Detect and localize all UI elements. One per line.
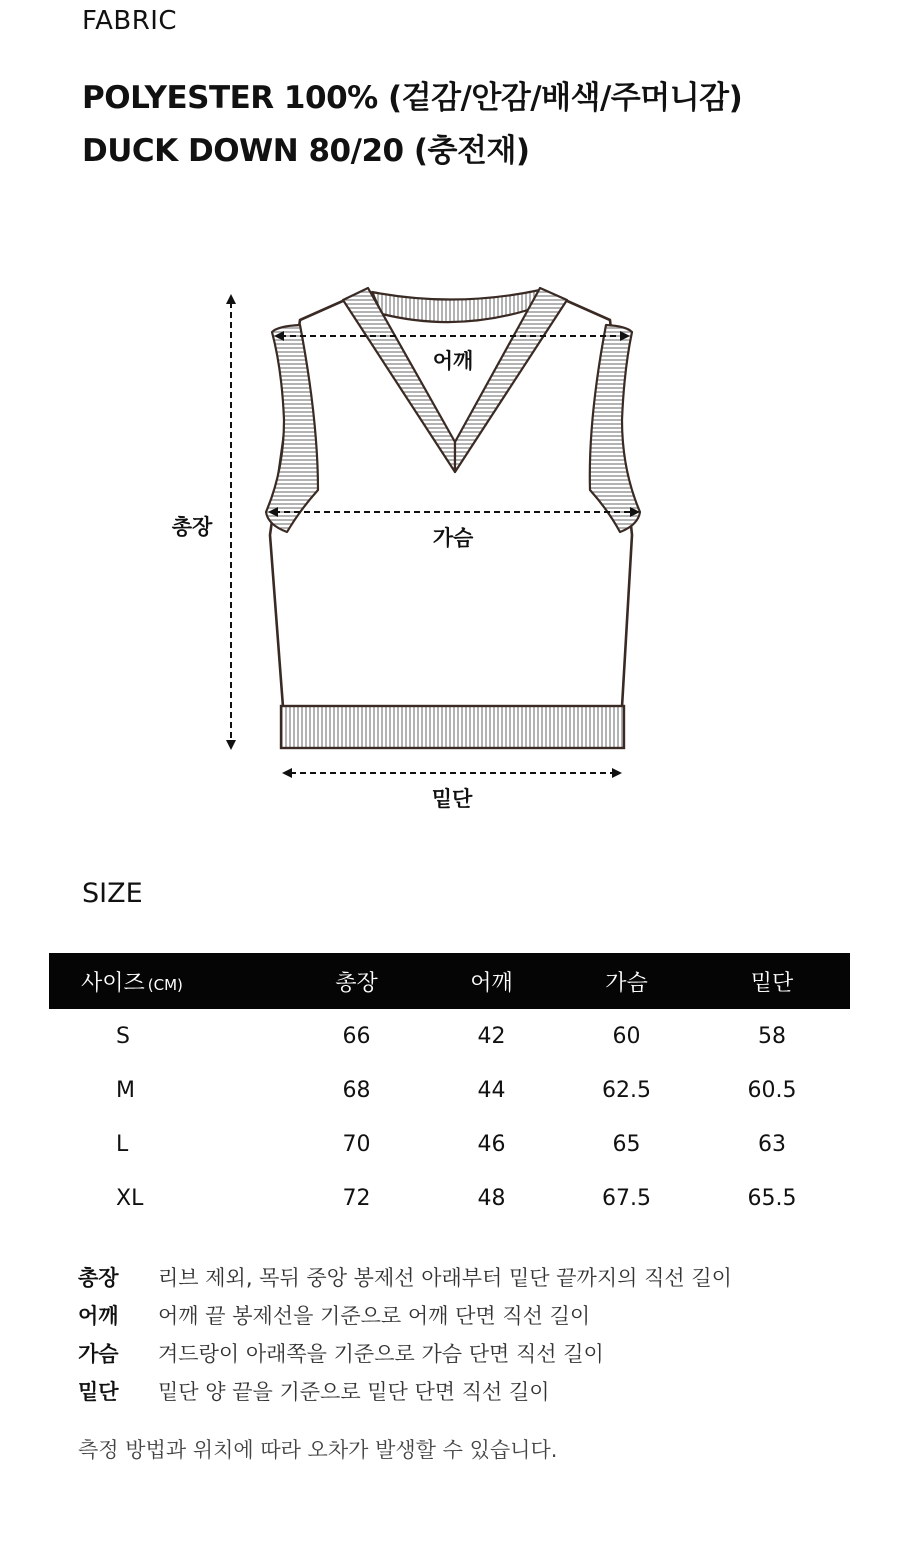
length-label: 총장 <box>171 515 213 539</box>
chest-cell: 62.5 <box>602 1077 651 1103</box>
size-name-cell: S <box>116 1023 130 1049</box>
hem-cell: 65.5 <box>747 1185 797 1211</box>
size-name-cell: L <box>116 1131 129 1157</box>
note-shoulder <box>78 1296 732 1334</box>
length-cell: 66 <box>342 1023 371 1049</box>
shoulder-cell: 46 <box>477 1131 506 1157</box>
note-term: 어깨 <box>78 1304 119 1328</box>
note-term: 가슴 <box>78 1342 119 1366</box>
header-hem: 밑단 <box>750 970 794 996</box>
header-chest: 가슴 <box>605 970 648 996</box>
length-cell: 72 <box>342 1185 371 1211</box>
fabric-composition-shell: POLYESTER 100% (겉감/안감/배색/주머니감) <box>82 80 743 116</box>
measurement-disclaimer: 측정 방법과 위치에 따라 오차가 발생할 수 있습니다. <box>78 1438 558 1462</box>
table-row <box>49 1117 850 1171</box>
vest-measurement-diagram <box>0 270 900 830</box>
back-neck-rib <box>372 290 540 322</box>
shoulder-cell: 44 <box>477 1077 506 1103</box>
note-hem <box>78 1372 732 1410</box>
header-length: 총장 <box>335 970 378 996</box>
header-size: 사이즈 (CM) <box>81 970 183 996</box>
length-measure-line <box>226 294 236 750</box>
length-cell: 70 <box>342 1131 371 1157</box>
note-term: 밑단 <box>78 1380 119 1404</box>
table-row <box>49 1009 850 1063</box>
table-row <box>49 1171 850 1225</box>
fabric-heading: FABRIC <box>82 6 178 36</box>
size-table <box>49 953 850 1225</box>
chest-label: 가슴 <box>432 526 474 550</box>
hem-cell: 58 <box>758 1023 786 1049</box>
chest-cell: 60 <box>612 1023 641 1049</box>
note-chest <box>78 1334 732 1372</box>
size-heading: SIZE <box>82 878 143 909</box>
note-term: 총장 <box>78 1266 119 1290</box>
shoulder-cell: 42 <box>477 1023 506 1049</box>
header-shoulder: 어깨 <box>470 970 513 996</box>
hem-label: 밑단 <box>431 787 473 811</box>
hem-rib <box>281 706 624 748</box>
hem-cell: 63 <box>758 1131 786 1157</box>
size-name-cell: XL <box>116 1185 144 1211</box>
note-description: 리브 제외, 목뒤 중앙 봉제선 아래부터 밑단 끝까지의 직선 길이 <box>158 1266 732 1290</box>
chest-cell: 65 <box>612 1131 641 1157</box>
note-length <box>78 1258 732 1296</box>
shoulder-cell: 48 <box>477 1185 506 1211</box>
measurement-notes <box>78 1258 732 1410</box>
size-name-cell: M <box>116 1077 135 1103</box>
note-description: 어깨 끝 봉제선을 기준으로 어깨 단면 직선 길이 <box>158 1304 591 1328</box>
note-description: 밑단 양 끝을 기준으로 밑단 단면 직선 길이 <box>158 1380 550 1404</box>
note-description: 겨드랑이 아래쪽을 기준으로 가슴 단면 직선 길이 <box>158 1342 604 1366</box>
hem-measure-line <box>282 768 622 778</box>
length-cell: 68 <box>342 1077 371 1103</box>
hem-cell: 60.5 <box>747 1077 797 1103</box>
table-row <box>49 1063 850 1117</box>
size-table-header <box>49 953 850 1009</box>
fabric-composition-filling: DUCK DOWN 80/20 (충전재) <box>82 133 530 169</box>
chest-cell: 67.5 <box>602 1185 651 1211</box>
shoulder-label: 어깨 <box>432 349 474 373</box>
